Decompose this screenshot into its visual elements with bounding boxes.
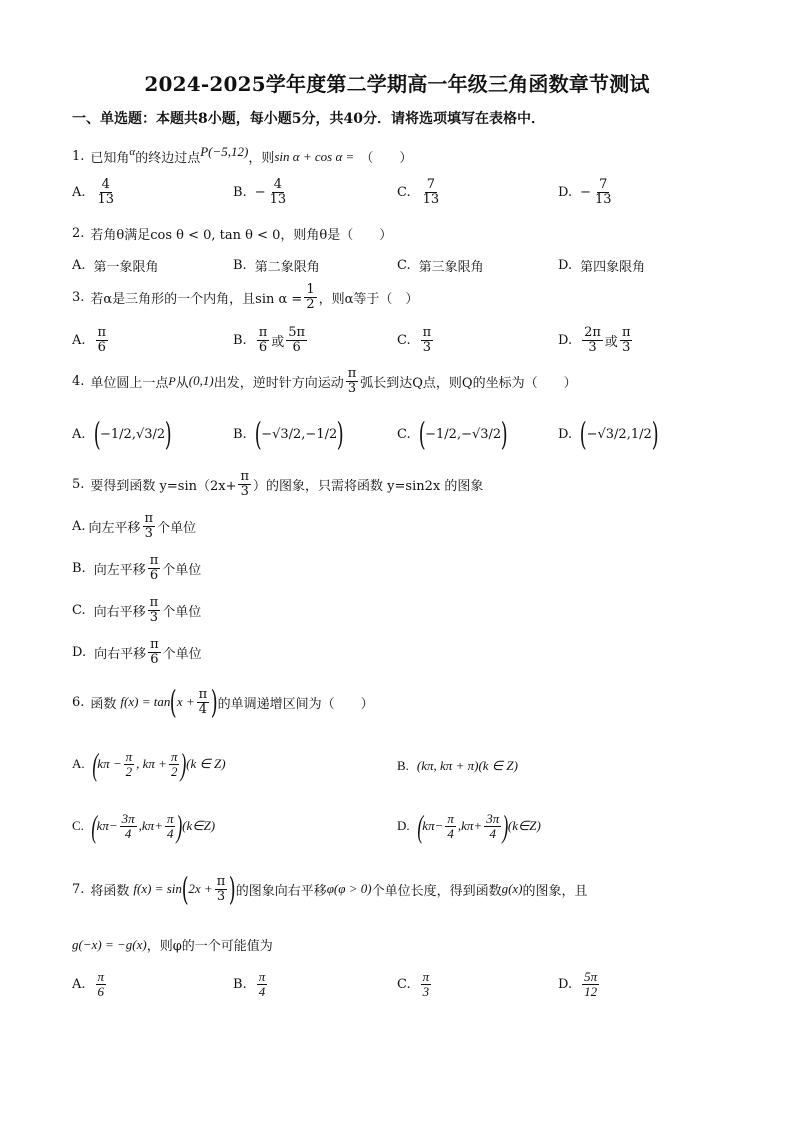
numerator: 7 xyxy=(426,177,436,192)
numerator: 7 xyxy=(599,177,608,192)
fraction xyxy=(620,326,633,354)
denominator: 3 xyxy=(347,380,357,396)
numerator: 5π xyxy=(288,325,306,340)
q3-option-b[interactable] xyxy=(233,326,309,354)
sign: − xyxy=(254,184,266,200)
option-text: (k ∈ Z) xyxy=(478,758,518,773)
q4-text-3: 出发，逆时针方向运动 xyxy=(213,375,344,391)
option-label: A. xyxy=(72,756,85,771)
fraction xyxy=(197,688,210,716)
q2-option-a[interactable] xyxy=(72,256,159,275)
q4-number: 4. xyxy=(72,373,85,389)
question-4 xyxy=(72,367,577,395)
fraction xyxy=(421,970,432,998)
fraction xyxy=(421,326,434,354)
option-label: B. xyxy=(397,758,409,773)
numerator: π xyxy=(97,969,105,984)
fraction xyxy=(215,875,228,903)
option-text: (kπ, kπ + π) xyxy=(416,758,479,773)
q2-text: 若角θ满足cos θ < 0, tan θ < 0，则角θ是（ ） xyxy=(90,228,393,243)
option-text: 个单位 xyxy=(157,520,197,536)
q1-option-b[interactable] xyxy=(233,178,290,206)
q5-option-c[interactable] xyxy=(72,596,201,624)
denominator: 3 xyxy=(240,483,249,499)
fraction xyxy=(169,750,180,778)
section-heading: 一、单选题：本题共8小题，每小题5分，共40分．请将选项填写在表格中． xyxy=(72,111,545,127)
denominator: 6 xyxy=(97,983,105,999)
option-label: D. xyxy=(558,258,573,273)
q3-option-a[interactable] xyxy=(72,326,110,354)
q6-text-1: 函数 xyxy=(90,696,117,712)
q3-text-1: 若α是三角形的一个内角，且sin α = xyxy=(90,291,303,307)
option-label: D. xyxy=(558,976,573,992)
q1-option-c[interactable] xyxy=(397,178,443,206)
denominator: 6 xyxy=(149,567,159,583)
option-label: C. xyxy=(397,332,411,348)
fraction xyxy=(96,326,109,354)
numerator: 5π xyxy=(584,969,598,984)
numerator: π xyxy=(144,511,154,526)
q1-expression: sin α + cos α = xyxy=(274,148,355,164)
option-text: 向左平移 xyxy=(88,520,141,536)
option-label: D. xyxy=(558,184,573,200)
denominator: 4 xyxy=(258,983,266,999)
numerator: π xyxy=(347,366,357,381)
q4-text-1: 单位圆上一点 xyxy=(90,375,169,391)
denominator: 13 xyxy=(595,191,612,207)
option-label: D. xyxy=(397,818,410,833)
q6-number: 6. xyxy=(72,694,85,710)
fraction xyxy=(593,178,614,206)
option-label: D. xyxy=(72,644,87,660)
denominator: 6 xyxy=(97,339,106,355)
q7-number: 7. xyxy=(72,881,85,897)
question-7: 7. 将函数 f(x) = sin ( 2x + $\frac{\pi}{3}$ ) 的图象向右平移 φ(φ > 0) 个单位长度，得到函数 g(x) 的图象，且 xyxy=(72,870,588,908)
coord-x: −√3/2 xyxy=(261,426,302,442)
option-text: (k ∈ Z) xyxy=(186,756,226,771)
numerator: 3π xyxy=(121,810,135,826)
q2-option-d[interactable] xyxy=(558,256,645,275)
q4-option-d[interactable]: D. ( −√3/2 , 1/2 ) xyxy=(558,415,659,453)
fraction xyxy=(286,326,307,354)
q2-option-c[interactable] xyxy=(397,256,484,275)
q4-option-c[interactable]: C. ( −1/2 , −√3/2 ) xyxy=(397,415,508,453)
q2-option-b[interactable] xyxy=(233,256,320,275)
numerator: π xyxy=(149,595,159,610)
q2-number: 2. xyxy=(72,226,85,241)
fraction xyxy=(257,970,268,998)
q1-point: P(−5,12) xyxy=(200,143,249,159)
option-label: C. xyxy=(397,184,411,200)
q4-option-b[interactable]: B. ( −√3/2 , −1/2 ) xyxy=(233,415,344,453)
q5-option-a[interactable] xyxy=(72,512,196,540)
q7-option-c[interactable] xyxy=(397,970,433,998)
q3-number: 3. xyxy=(72,289,85,305)
fraction xyxy=(582,326,603,354)
denominator: 3 xyxy=(216,888,226,904)
denominator: 4 xyxy=(124,825,132,841)
fraction xyxy=(148,638,161,666)
q6-arg: x + xyxy=(176,694,195,709)
option-label: C. xyxy=(397,976,411,992)
option-label: D. xyxy=(558,332,573,348)
option-label: B. xyxy=(233,258,247,273)
q3-text-2: ，则α等于（ ） xyxy=(318,291,419,307)
coord-x: −√3/2 xyxy=(586,426,627,442)
q7-text-3: 个单位长度，得到函数 xyxy=(371,883,502,899)
option-text: 个单位 xyxy=(162,646,202,662)
option-label: A. xyxy=(72,332,86,348)
q7-text-5: ，则φ的一个可能值为 xyxy=(146,939,273,954)
q1-option-a[interactable] xyxy=(72,178,118,206)
q7-phi: φ(φ > 0) xyxy=(326,881,372,896)
denominator: 4 xyxy=(489,825,496,841)
fraction xyxy=(96,178,117,206)
numerator: 3π xyxy=(486,810,500,826)
q1-paren: （ ） xyxy=(360,151,413,166)
fraction xyxy=(148,596,161,624)
option-label: C. xyxy=(397,426,411,442)
option-text: 第一象限角 xyxy=(93,260,159,275)
question-2 xyxy=(72,224,392,243)
denominator: 13 xyxy=(97,191,115,207)
option-text: , kπ + xyxy=(136,756,167,771)
q4-point-p: P xyxy=(168,373,176,388)
q7-condition: g(−x) = −g(x) xyxy=(72,936,147,952)
q1-text-1: 已知角 xyxy=(90,151,130,166)
question-5 xyxy=(72,470,483,498)
option-text: ,kπ+ xyxy=(138,818,163,833)
page-title: 2024-2025学年度第二学期高一年级三角函数章节测试 xyxy=(144,72,650,96)
question-6: 6. 函数 f(x) = tan ( x + $\frac{\pi}{4}$ ) 的单调递增区间为（ ） xyxy=(72,683,374,721)
numerator: 2π xyxy=(584,325,601,340)
option-text: kπ− xyxy=(422,818,444,833)
q4-text-2: 从 xyxy=(175,375,189,391)
numerator: 4 xyxy=(273,177,282,192)
or-text: 或 xyxy=(604,334,618,350)
q6-option-b[interactable] xyxy=(397,758,518,774)
numerator: π xyxy=(240,469,250,484)
numerator: 1 xyxy=(306,282,315,297)
q6-text-2: 的单调递增区间为（ ） xyxy=(217,696,374,712)
q6-option-d[interactable]: D. ( kπ− $\frac{\pi}{4}$ ,kπ+ $\frac{3\pi}{4}$ ) (k∈Z) xyxy=(397,808,541,844)
coord-y: √3/2 xyxy=(135,426,166,442)
fraction xyxy=(143,512,156,540)
fraction xyxy=(445,812,456,840)
fraction xyxy=(304,283,316,311)
denominator: 2 xyxy=(306,296,315,312)
option-label: A. xyxy=(72,184,86,200)
fraction xyxy=(257,326,270,354)
or-text: 或 xyxy=(271,334,285,350)
q6-option-c[interactable]: C. ( kπ− $\frac{3\pi}{4}$ ,kπ+ $\frac{\pi}{4}$ ) (k∈Z) xyxy=(72,808,216,844)
q7-option-a[interactable] xyxy=(72,970,108,998)
q5-text-2: ）的图象，只需将函数 y=sin2x 的图象 xyxy=(253,478,484,494)
numerator: π xyxy=(97,325,107,340)
coord-y: −√3/2 xyxy=(461,426,502,442)
q1-text-2: 的终边过点 xyxy=(135,151,201,166)
denominator: 13 xyxy=(422,191,440,207)
option-label: C. xyxy=(397,258,411,273)
q5-option-d[interactable] xyxy=(72,638,202,666)
option-text: (k∈Z) xyxy=(507,818,541,833)
option-label: B. xyxy=(233,976,247,992)
numerator: π xyxy=(150,637,159,652)
denominator: 13 xyxy=(269,191,287,207)
fraction xyxy=(421,178,442,206)
numerator: π xyxy=(422,325,432,340)
numerator: π xyxy=(447,810,454,826)
q7-option-b[interactable] xyxy=(233,970,269,998)
q1-text-3: ，则 xyxy=(248,151,275,166)
q5-option-b[interactable] xyxy=(72,554,201,582)
denominator: 12 xyxy=(584,983,598,999)
option-label: C. xyxy=(72,818,84,833)
q7-function: f(x) = sin xyxy=(133,881,182,896)
q6-option-a[interactable]: A. ( kπ − $\frac{\pi}{2}$ , kπ + $\frac{\pi}{2}$ ) (k ∈ Z) xyxy=(72,746,226,782)
coord-x: −1/2 xyxy=(425,426,457,442)
option-text: 个单位 xyxy=(162,562,202,578)
q4-text-4: 弧长到达Q点，则Q的坐标为（ ） xyxy=(360,375,577,391)
option-text: 第四象限角 xyxy=(580,260,646,275)
option-text: 向右平移 xyxy=(93,604,146,620)
option-text: 第三象限角 xyxy=(418,260,484,275)
numerator: π xyxy=(149,553,159,568)
q7-g: g(x) xyxy=(501,881,523,896)
question-3 xyxy=(72,283,418,311)
q1-option-d[interactable] xyxy=(558,178,616,206)
q4-option-a[interactable]: A. ( −1/2 , √3/2 ) xyxy=(72,415,172,453)
option-text: (k∈Z) xyxy=(182,818,216,833)
option-label: A. xyxy=(72,976,86,992)
denominator: 3 xyxy=(149,609,159,625)
numerator: π xyxy=(198,686,208,702)
denominator: 3 xyxy=(422,983,430,999)
denominator: 4 xyxy=(166,825,174,841)
denominator: 4 xyxy=(198,701,208,717)
q3-option-d[interactable] xyxy=(558,326,634,354)
numerator: π xyxy=(125,748,133,764)
denominator: 2 xyxy=(170,763,178,779)
q3-option-c[interactable] xyxy=(397,326,435,354)
option-label: B. xyxy=(72,560,86,576)
coord-y: 1/2 xyxy=(630,426,652,442)
option-text: 向左平移 xyxy=(93,562,146,578)
option-label: D. xyxy=(558,426,573,442)
option-text: 第二象限角 xyxy=(254,260,320,275)
denominator: 6 xyxy=(150,651,159,667)
fraction xyxy=(148,554,161,582)
q7-arg: 2x + xyxy=(188,881,213,896)
option-label: B. xyxy=(233,426,247,442)
fraction xyxy=(165,812,176,840)
option-label: A. xyxy=(72,426,86,442)
denominator: 2 xyxy=(125,763,133,779)
option-text: kπ − xyxy=(97,756,122,771)
fraction xyxy=(96,970,107,998)
numerator: π xyxy=(258,969,266,984)
denominator: 6 xyxy=(292,339,301,355)
fraction xyxy=(120,812,137,840)
q5-text-1: 要得到函数 y=sin（2x+ xyxy=(90,478,237,494)
option-text: ,kπ+ xyxy=(457,818,483,833)
denominator: 6 xyxy=(258,339,268,355)
q1-alpha: α xyxy=(129,145,136,158)
denominator: 4 xyxy=(447,825,454,841)
fraction xyxy=(124,750,135,778)
option-label: A. xyxy=(72,518,86,534)
sign: − xyxy=(580,184,591,200)
option-label: B. xyxy=(233,184,247,200)
denominator: 3 xyxy=(588,339,597,355)
numerator: 4 xyxy=(101,177,110,192)
q7-text-4: 的图象，且 xyxy=(522,883,588,899)
denominator: 3 xyxy=(422,339,432,355)
q6-function: f(x) = tan xyxy=(120,694,171,709)
option-text: kπ− xyxy=(96,818,118,833)
option-label: B. xyxy=(233,332,247,348)
option-label: C. xyxy=(72,602,86,618)
coord-x: −1/2 xyxy=(100,426,132,442)
option-label: A. xyxy=(72,258,86,273)
q1-number: 1. xyxy=(72,149,85,164)
option-text: 个单位 xyxy=(162,604,202,620)
q7-option-d[interactable] xyxy=(558,970,601,998)
numerator: π xyxy=(621,325,631,340)
option-text: 向右平移 xyxy=(94,646,147,662)
fraction xyxy=(582,970,599,998)
numerator: π xyxy=(422,969,430,984)
fraction xyxy=(268,178,289,206)
q5-number: 5. xyxy=(72,476,85,492)
fraction xyxy=(484,812,501,840)
coord-y: −1/2 xyxy=(305,426,338,442)
numerator: π xyxy=(216,873,226,889)
numerator: π xyxy=(166,810,174,826)
numerator: π xyxy=(170,748,178,764)
question-7-line-2 xyxy=(72,935,273,954)
fraction xyxy=(346,367,359,395)
q4-start: (0,1) xyxy=(188,373,214,389)
denominator: 3 xyxy=(622,339,631,355)
numerator: π xyxy=(258,325,268,340)
denominator: 3 xyxy=(144,525,153,541)
fraction xyxy=(238,470,251,498)
q7-text-2: 的图象向右平移 xyxy=(235,883,327,899)
q7-text-1: 将函数 xyxy=(90,883,130,899)
question-1 xyxy=(72,143,413,166)
